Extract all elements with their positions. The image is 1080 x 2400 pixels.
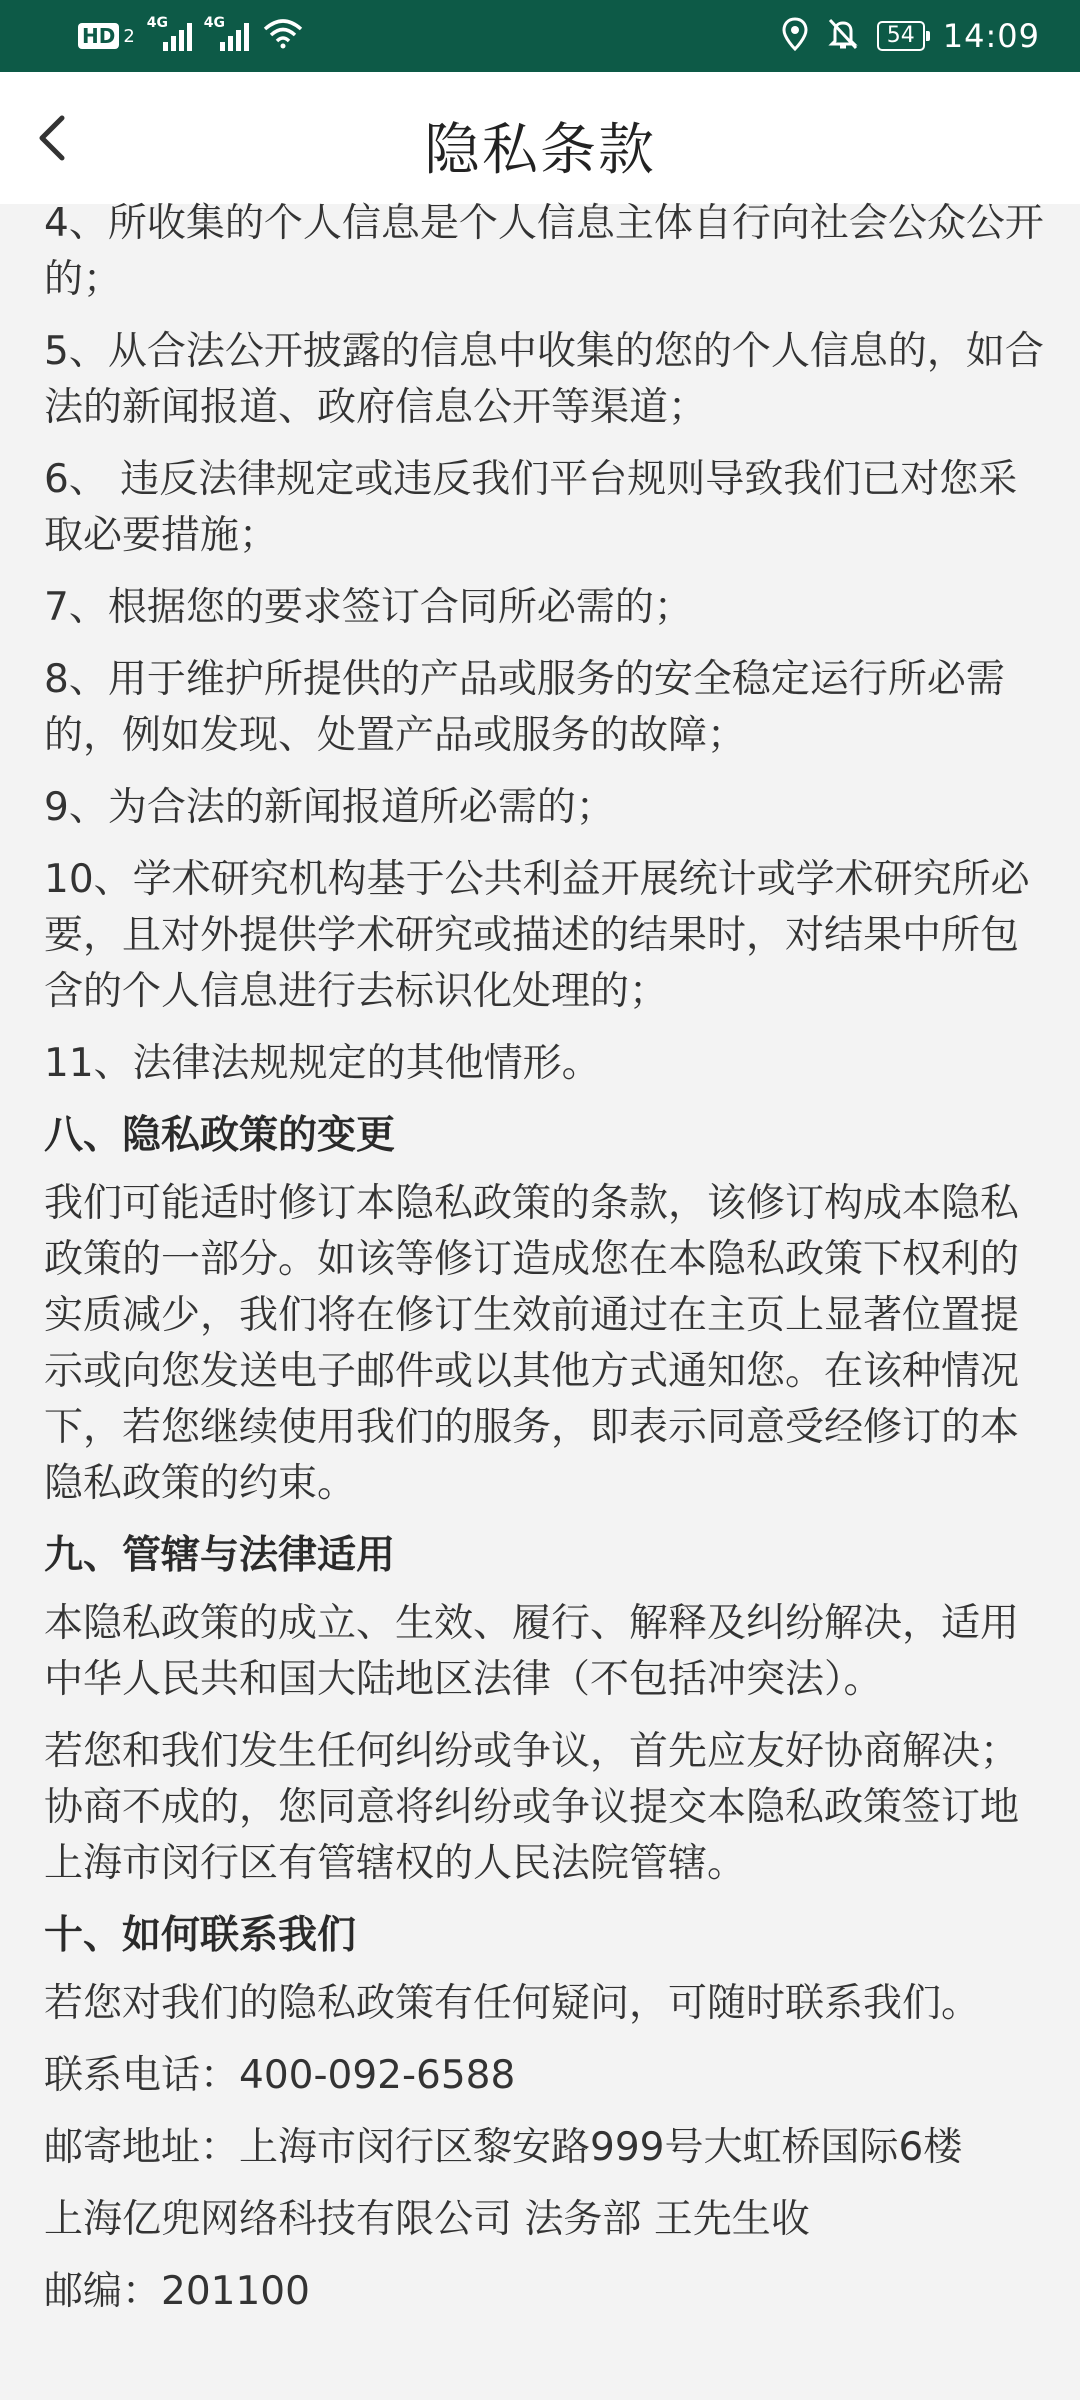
privacy-content[interactable] [44, 196, 1044, 2336]
list-item: 10、学术研究机构基于公共利益开展统计或学术研究所必要，且对外提供学术研究或描述的结果时，对结果中所包含的个人信息进行去标识化处理的； [44, 857, 1030, 1014]
status-bar [0, 0, 1080, 72]
section-paragraph: 我们可能适时修订本隐私政策的条款，该修订构成本隐私政策的一部分。如该等修订造成您在本隐私政策下权利的实质减少，我们将在修订生效前通过在主页上显著位置提示或向您发送电子邮件或以其他方式通知您。在该种情况下，若您继续使用我们的服务，即表示同意受经修订的本隐私政策的约束。 [44, 1181, 1020, 1506]
location-pin-icon [781, 17, 809, 55]
list-item: 5、从合法公开披露的信息中收集的您的个人信息的，如合法的新闻报道、政府信息公开等渠道； [44, 329, 1044, 430]
hd-badge: HD [78, 23, 119, 49]
signal-strength-icon [146, 15, 192, 51]
list-item: 11、法律法规规定的其他情形。 [44, 1041, 601, 1086]
signal-network-label-2: 4G [203, 15, 226, 31]
bell-off-icon [827, 17, 859, 55]
contact-intro: 若您对我们的隐私政策有任何疑问，可随时联系我们。 [44, 1981, 981, 2026]
wifi-icon [263, 19, 303, 53]
list-item: 4、所收集的个人信息是个人信息主体自行向社会公众公开的； [44, 201, 1044, 302]
battery-indicator: 54 [877, 21, 925, 51]
section-heading-contact: 十、如何联系我们 [44, 1913, 357, 1958]
signal-network-label: 4G [146, 15, 169, 31]
hd-sub-label: 2 [123, 25, 135, 47]
section-paragraph: 本隐私政策的成立、生效、履行、解释及纠纷解决，适用中华人民共和国大陆地区法律（不包括冲突法）。 [44, 1601, 1020, 1702]
status-right-group [781, 14, 1040, 58]
section-paragraph: 若您和我们发生任何纠纷或争议，首先应友好协商解决；协商不成的，您同意将纠纷或争议提交本隐私政策签订地上海市闵行区有管辖权的人民法院管辖。 [44, 1729, 1020, 1886]
status-time: 14:09 [942, 17, 1040, 55]
list-item: 6、 违反法律规定或违反我们平台规则导致我们已对您采取必要措施； [44, 457, 1018, 558]
app-bar [0, 72, 1080, 204]
contact-phone: 联系电话：400-092-6588 [44, 2053, 516, 2098]
list-item: 7、根据您的要求签订合同所必需的； [44, 585, 693, 630]
section-heading-policy-changes: 八、隐私政策的变更 [44, 1113, 396, 1158]
contact-address: 邮寄地址：上海市闵行区黎安路999号大虹桥国际6楼 [44, 2125, 963, 2170]
signal-strength-icon-2 [203, 15, 249, 51]
contact-recipient: 上海亿兜网络科技有限公司 法务部 王先生收 [44, 2197, 810, 2242]
contact-postcode: 邮编：201100 [44, 2269, 310, 2314]
list-item: 8、用于维护所提供的产品或服务的安全稳定运行所必需的，例如发现、处置产品或服务的故障； [44, 657, 1005, 758]
status-left-group [78, 16, 303, 56]
page-title: 隐私条款 [424, 118, 656, 183]
section-heading-jurisdiction: 九、管辖与法律适用 [44, 1533, 396, 1578]
list-item: 9、为合法的新闻报道所必需的； [44, 785, 615, 830]
